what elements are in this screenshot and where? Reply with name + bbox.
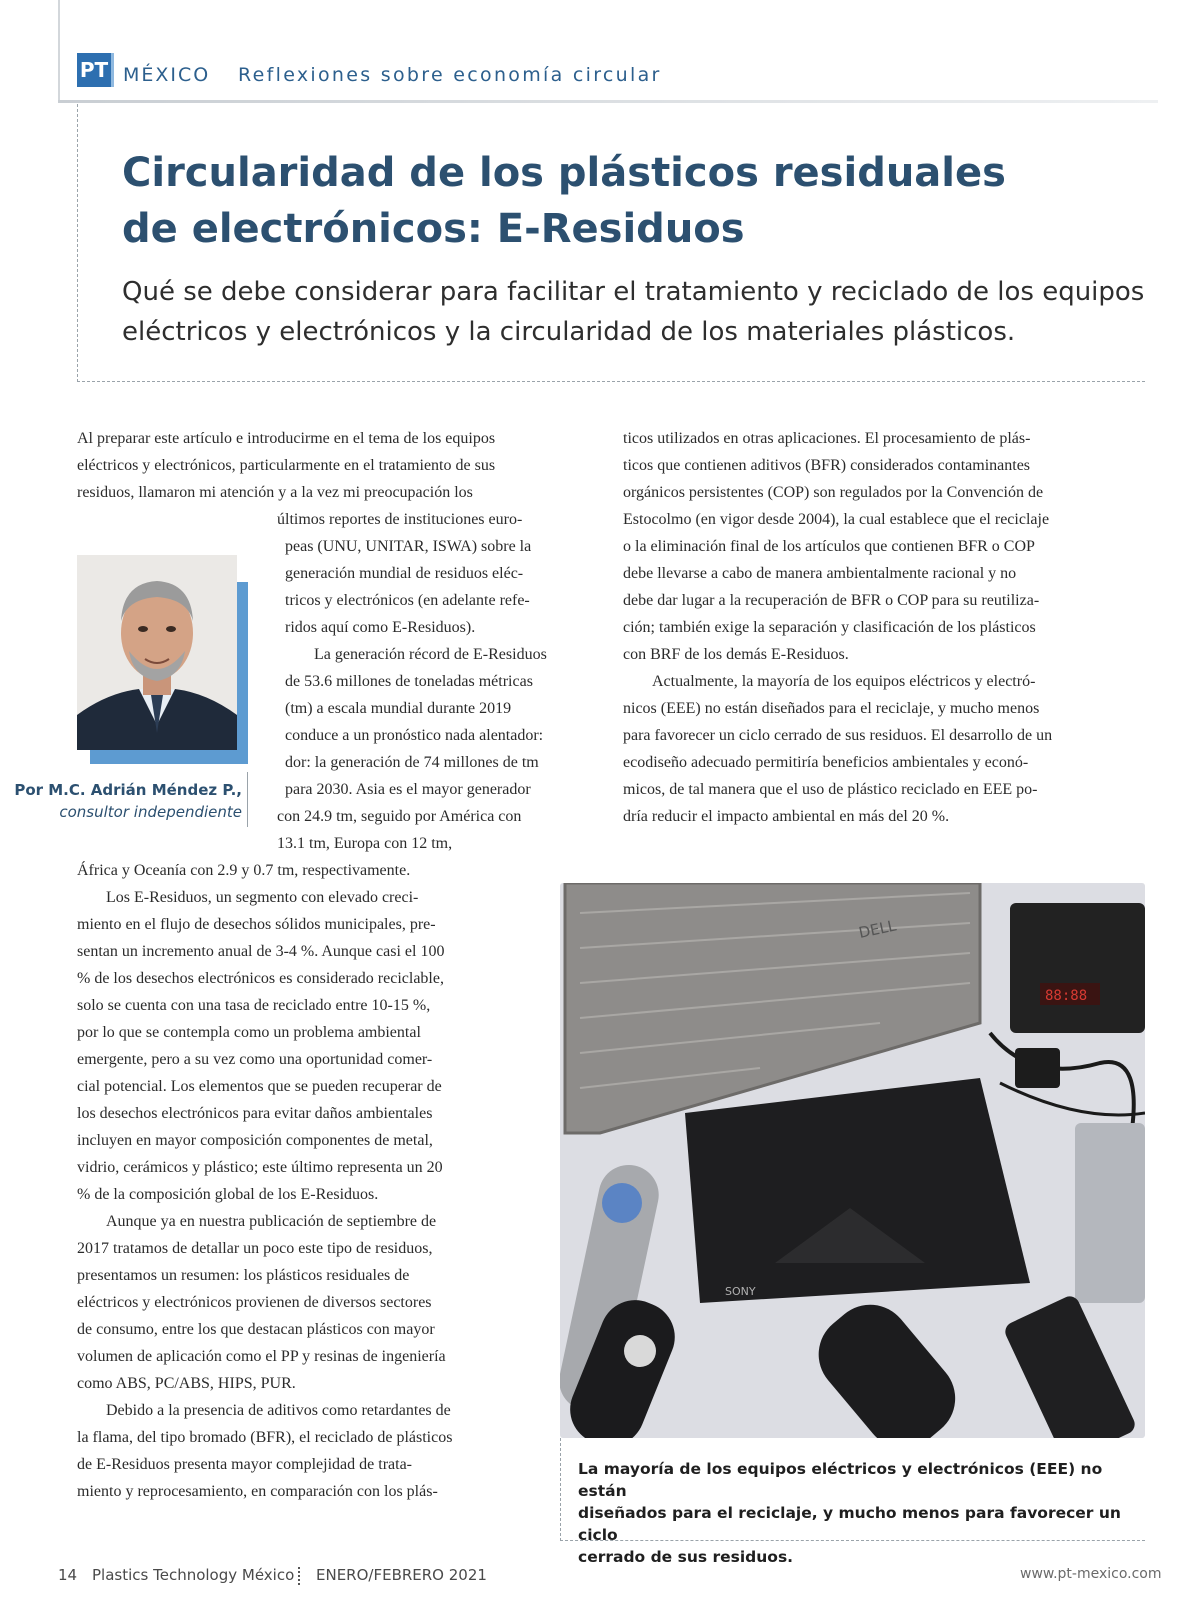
- body-line: (tm) a escala mundial durante 2019: [285, 700, 512, 717]
- body-line: emergente, pero a su vez como una oportunidad comer-: [77, 1051, 433, 1068]
- body-line: de 53.6 millones de toneladas métricas: [285, 673, 533, 690]
- body-line: orgánicos persistentes (COP) son regulados por la Convención de: [623, 484, 1044, 501]
- magazine-name: Plastics Technology México: [92, 1566, 295, 1584]
- body-line: de E-Residuos presenta mayor complejidad de trata-: [77, 1456, 412, 1473]
- body-line: debe dar lugar a la recuperación de BFR o COP para su reutiliza-: [623, 592, 1040, 609]
- body-line: miento y reprocesamiento, en comparación con los plás-: [77, 1483, 438, 1500]
- byline-divider: [247, 772, 248, 827]
- body-line: con BRF de los demás E-Residuos.: [623, 646, 849, 663]
- body-line: o la eliminación final de los artículos que contienen BFR o COP: [623, 538, 1035, 555]
- title-line: Circularidad de los plásticos residuales: [122, 150, 1006, 196]
- body-line: de consumo, entre los que destacan plásticos con mayor: [77, 1321, 435, 1338]
- pt-logo: PT: [77, 53, 114, 87]
- header-rule-vertical: [58, 0, 60, 100]
- body-line: miento en el flujo de desechos sólidos municipales, pre-: [77, 916, 436, 933]
- section-subtitle: Reflexiones sobre economía circular: [238, 64, 662, 86]
- body-line: Los E-Residuos, un segmento con elevado creci-: [106, 889, 419, 906]
- subtitle-line: Qué se debe considerar para facilitar el tratamiento y reciclado de los equipos: [122, 277, 1145, 307]
- body-line: eléctricos y electrónicos provienen de diversos sectores: [77, 1294, 432, 1311]
- body-line: para favorecer un ciclo cerrado de sus residuos. El desarrollo de un: [623, 727, 1053, 744]
- body-line: ridos aquí como E-Residuos).: [285, 619, 476, 636]
- body-line: ticos que contienen aditivos (BFR) considerados contaminantes: [623, 457, 1031, 474]
- body-line: peas (UNU, UNITAR, ISWA) sobre la: [285, 538, 532, 555]
- body-line: África y Oceanía con 2.9 y 0.7 tm, respectivamente.: [77, 862, 411, 879]
- body-line: incluyen en mayor composición componentes de metal,: [77, 1132, 433, 1149]
- section-label: MÉXICO: [123, 64, 211, 86]
- body-line: % de la composición global de los E-Residuos.: [77, 1186, 379, 1203]
- title-line: de electrónicos: E-Residuos: [122, 206, 745, 252]
- body-line: % de los desechos electrónicos es considerado reciclable,: [77, 970, 444, 987]
- body-line: Debido a la presencia de aditivos como retardantes de: [106, 1402, 451, 1419]
- dell-logo: DELL: [857, 916, 898, 942]
- website-link[interactable]: www.pt-mexico.com: [1020, 1566, 1162, 1582]
- body-line: volumen de aplicación como el PP y resinas de ingeniería: [77, 1348, 446, 1365]
- body-line: 13.1 tm, Europa con 12 tm,: [277, 835, 453, 852]
- caption-line: diseñados para el reciclaje, y mucho menos para favorecer un ciclo: [578, 1504, 1121, 1544]
- body-line: nicos (EEE) no están diseñados para el reciclaje, y mucho menos: [623, 700, 1040, 717]
- header-rule: [58, 100, 1158, 103]
- body-line: dor: la generación de 74 millones de tm: [285, 754, 539, 771]
- author-photo: [77, 555, 237, 750]
- caption-line: La mayoría de los equipos eléctricos y electrónicos (EEE) no están: [578, 1460, 1103, 1500]
- body-line: eléctricos y electrónicos, particularmente en el tratamiento de sus: [77, 457, 496, 474]
- page-number: 14: [58, 1566, 78, 1584]
- body-line: vidrio, cerámicos y plástico; este último representa un 20: [77, 1159, 443, 1176]
- subtitle-line: eléctricos y electrónicos y la circularidad de los materiales plásticos.: [122, 317, 1016, 347]
- body-line: para 2030. Asia es el mayor generador: [285, 781, 531, 798]
- body-line: Estocolmo (en vigor desde 2004), la cual establece que el reciclaje: [623, 511, 1050, 528]
- body-line: con 24.9 tm, seguido por América con: [277, 808, 522, 825]
- author-role: consultor independiente: [59, 803, 242, 821]
- body-line: dría reducir el impacto ambiental en más del 20 %.: [623, 808, 950, 825]
- footer-separator: [298, 1567, 301, 1585]
- body-line: como ABS, PC/ABS, HIPS, PUR.: [77, 1375, 296, 1392]
- body-line: por lo que se contempla como un problema ambiental: [77, 1024, 421, 1041]
- body-line: Aunque ya en nuestra publicación de septiembre de: [106, 1213, 437, 1230]
- author-name: Por M.C. Adrián Méndez P.,: [14, 781, 242, 799]
- body-line: conduce a un pronóstico nada alentador:: [285, 727, 544, 744]
- body-line: debe llevarse a cabo de manera ambientalmente racional y no: [623, 565, 1017, 582]
- body-line: sentan un incremento anual de 3-4 %. Aunque casi el 100: [77, 943, 445, 960]
- body-line: 2017 tratamos de detallar un poco este tipo de residuos,: [77, 1240, 433, 1257]
- body-line: últimos reportes de instituciones euro-: [277, 511, 523, 528]
- body-line: ticos utilizados en otras aplicaciones. El procesamiento de plás-: [623, 430, 1031, 447]
- body-line: solo se cuenta con una tasa de reciclado entre 10-15 %,: [77, 997, 431, 1014]
- body-line: los desechos electrónicos para evitar daños ambientales: [77, 1105, 433, 1122]
- body-line: ecodiseño adecuado permitiría beneficios ambientales y econó-: [623, 754, 1029, 771]
- article-subtitle: [122, 272, 1162, 352]
- caption-line: cerrado de sus residuos.: [578, 1548, 794, 1566]
- body-line: la flama, del tipo bromado (BFR), el reciclado de plásticos: [77, 1429, 453, 1446]
- body-line: La generación récord de E-Residuos: [314, 646, 547, 663]
- body-line: Actualmente, la mayoría de los equipos eléctricos y electró-: [652, 673, 1036, 690]
- issue-date: ENERO/FEBRERO 2021: [316, 1566, 487, 1584]
- body-line: generación mundial de residuos eléc-: [285, 565, 524, 582]
- body-line: tricos y electrónicos (en adelante refe-: [285, 592, 530, 609]
- body-line: residuos, llamaron mi atención y a la vez mi preocupación los: [77, 484, 473, 501]
- body-line: presentamos un resumen: los plásticos residuales de: [77, 1267, 410, 1284]
- body-line: cial potencial. Los elementos que se pueden recuperar de: [77, 1078, 442, 1095]
- svg-text:88:88: 88:88: [1045, 988, 1088, 1004]
- body-line: ción; también exige la separación y clasificación de los plásticos: [623, 619, 1036, 636]
- e-waste-photo: [560, 883, 1145, 1438]
- article-title: [122, 145, 1082, 257]
- sony-logo: SONY: [725, 1285, 756, 1298]
- body-line: micos, de tal manera que el uso de plástico reciclado en EEE po-: [623, 781, 1038, 798]
- body-line: Al preparar este artículo e introducirme en el tema de los equipos: [77, 430, 496, 447]
- photo-caption: [578, 1458, 1138, 1568]
